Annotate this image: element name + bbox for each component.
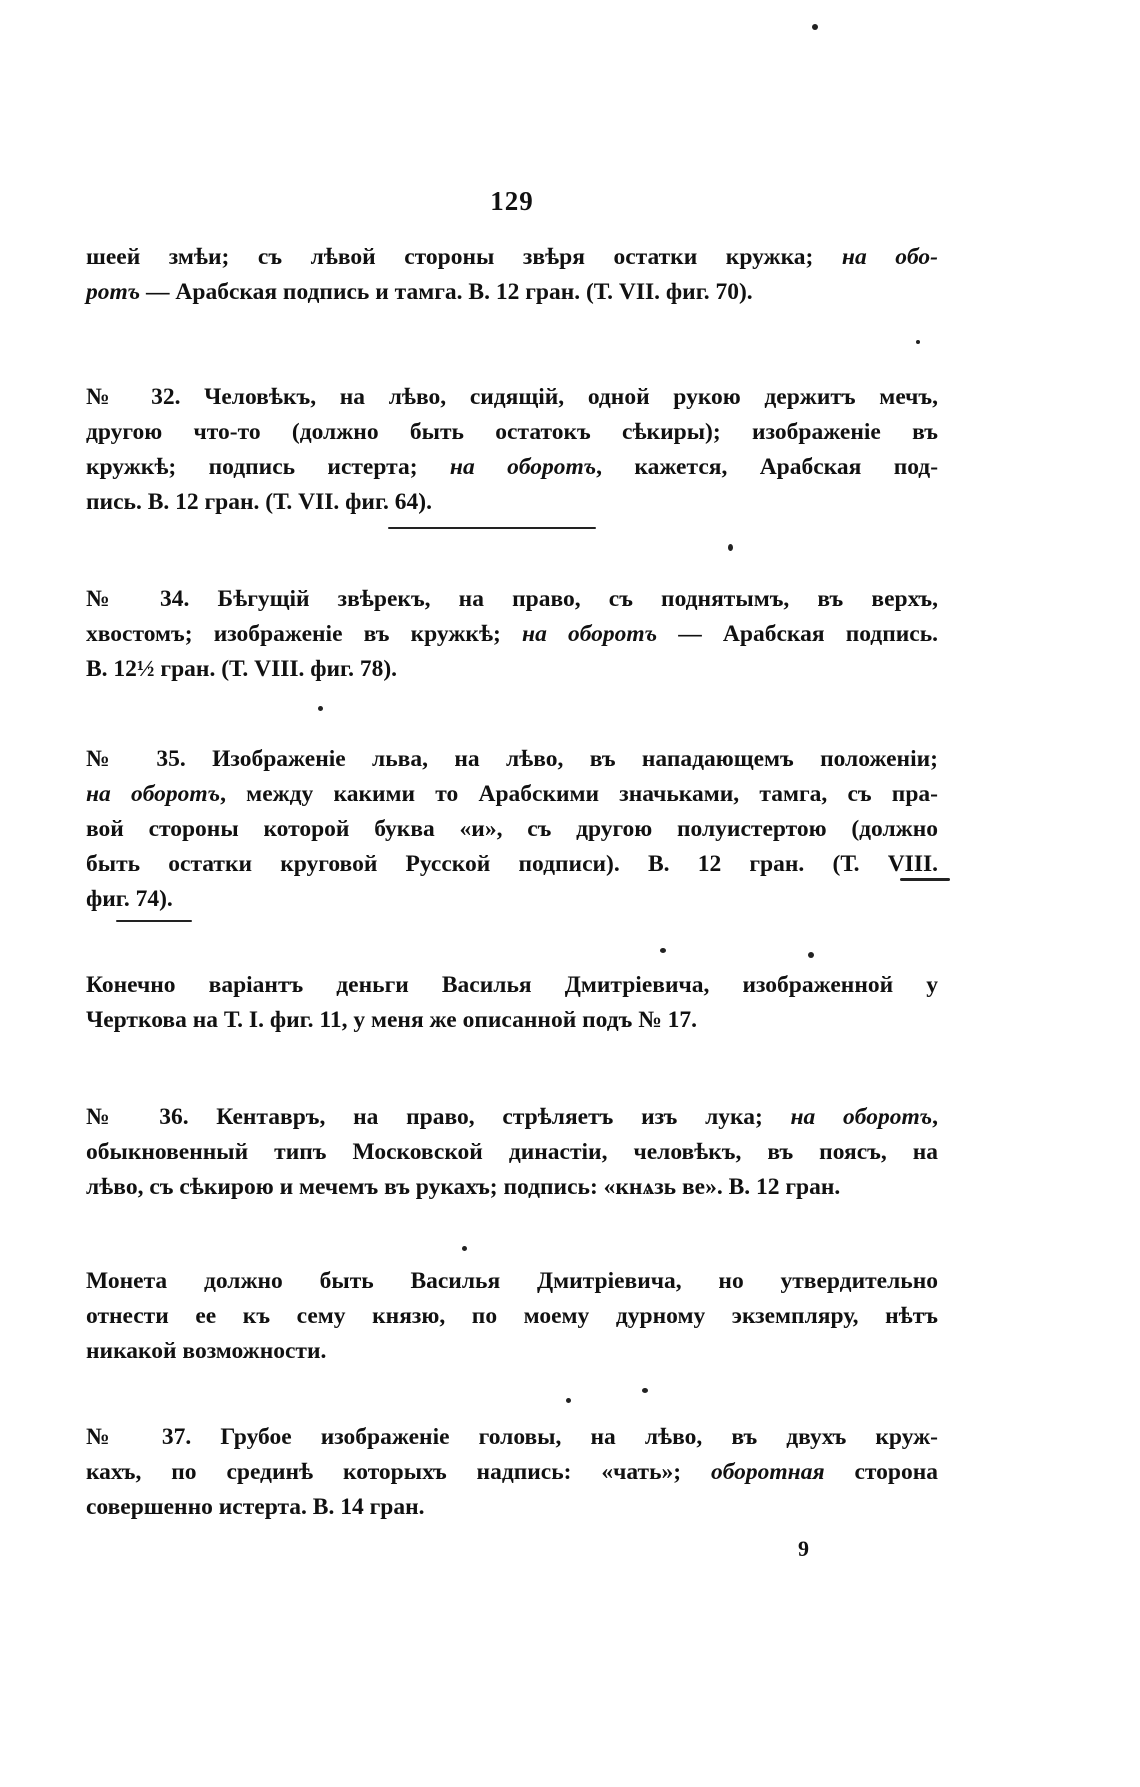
text-run: — Арабская подпись. xyxy=(657,621,939,647)
italic-text: на оборотъ xyxy=(522,621,658,647)
text-run: № 35. Изображеніе льва, на лѣво, въ нападающемъ положеніи; xyxy=(86,746,938,772)
text-line xyxy=(86,485,938,520)
text-run: пись. В. 12 гран. (Т. VII. фиг. 64). xyxy=(86,489,432,515)
text-run: фиг. 74). xyxy=(86,886,173,912)
text-line xyxy=(86,240,938,275)
sheet-signature: 9 xyxy=(798,1536,809,1561)
paragraph-note-attribution xyxy=(86,1264,938,1369)
text-run: шеей змѣи; съ лѣвой стороны звѣря остатки кружка; xyxy=(86,244,842,270)
text-run: № 36. Кентавръ, на право, стрѣляетъ изъ лука; xyxy=(86,1104,791,1130)
text-line xyxy=(86,275,938,310)
text-run: , кажется, Арабская под- xyxy=(596,454,939,480)
paragraph-coin-36 xyxy=(86,1100,938,1205)
paragraph-coin-37 xyxy=(86,1420,938,1525)
text-line xyxy=(86,1334,938,1369)
text-line xyxy=(86,968,938,1003)
text-line xyxy=(86,1490,938,1525)
text-line xyxy=(86,1135,938,1170)
text-run: — Арабская подпись и тамга. В. 12 гран. (Т. VII. фиг. 70). xyxy=(140,279,753,305)
text-run: хвостомъ; изображеніе въ кружкѣ; xyxy=(86,621,523,647)
text-run: отнести ее къ сему князю, по моему дурному экземпляру, нѣтъ xyxy=(86,1303,938,1329)
pen-underline-mark xyxy=(116,920,192,922)
pen-underline-mark xyxy=(900,878,950,881)
paragraph-note-variant xyxy=(86,968,938,1038)
text-line xyxy=(86,812,938,847)
text-run: обыкновенный типъ Московской династіи, человѣкъ, въ поясъ, на xyxy=(86,1139,938,1165)
scan-speck xyxy=(728,544,733,551)
text-run: Черткова на Т. I. фиг. 11, у меня же описанной подъ № 17. xyxy=(86,1007,698,1033)
scan-speck xyxy=(916,340,920,344)
text-line xyxy=(86,1100,938,1135)
paragraph-coin-31-continuation xyxy=(86,240,938,310)
text-line xyxy=(86,1003,938,1038)
text-line xyxy=(86,1455,938,1490)
text-run: кружкѣ; подпись истерта; xyxy=(86,454,450,480)
text-run: вой стороны которой буква «и», съ другою полуистертою (должно xyxy=(86,816,938,842)
italic-text: на обо- xyxy=(841,244,938,270)
text-line xyxy=(86,742,938,777)
text-run: сторона xyxy=(824,1459,938,1485)
italic-text: ротъ xyxy=(86,279,141,305)
text-line xyxy=(86,380,938,415)
scan-speck xyxy=(642,1388,648,1393)
scan-speck xyxy=(660,948,666,953)
italic-text: на оборотъ xyxy=(790,1104,933,1130)
text-line xyxy=(86,1420,938,1455)
text-run: , между какими то Арабскими значьками, тамга, съ пра- xyxy=(220,781,938,807)
text-run: лѣво, съ сѣкирою и мечемъ въ рукахъ; подпись: «кнѧзь ве». В. 12 гран. xyxy=(86,1174,841,1200)
text-run: Монета должно быть Василья Дмитріевича, но утвердительно xyxy=(86,1268,938,1294)
text-line xyxy=(86,582,938,617)
text-run: , xyxy=(932,1104,938,1130)
page-number: 129 xyxy=(490,186,534,216)
scan-speck xyxy=(566,1398,571,1403)
text-line xyxy=(86,882,938,917)
text-line xyxy=(86,847,938,882)
text-line xyxy=(86,415,938,450)
text-run: другою что-то (должно быть остатокъ сѣкиры); изображеніе въ xyxy=(86,419,938,445)
text-run: № 37. Грубое изображеніе головы, на лѣво, въ двухъ круж- xyxy=(86,1424,938,1450)
paragraph-coin-35 xyxy=(86,742,938,917)
text-run: совершенно истерта. В. 14 гран. xyxy=(86,1494,425,1520)
text-run: кахъ, по срединѣ которыхъ надпись: «чать»; xyxy=(86,1459,711,1485)
text-run: Конечно варіантъ деньги Василья Дмитріевича, изображенной у xyxy=(86,972,938,998)
text-line xyxy=(86,1264,938,1299)
text-line xyxy=(86,777,938,812)
paragraph-coin-34 xyxy=(86,582,938,687)
scan-speck xyxy=(318,706,323,711)
italic-text: оборотная xyxy=(710,1459,825,1485)
scan-speck xyxy=(462,1246,467,1251)
text-run: никакой возможности. xyxy=(86,1338,327,1364)
text-line xyxy=(86,1170,938,1205)
text-line xyxy=(86,617,938,652)
text-run: быть остатки круговой Русской подписи). В. 12 гран. (Т. VIII. xyxy=(86,851,938,877)
text-run: № 34. Бѣгущій звѣрекъ, на право, съ поднятымъ, въ верхъ, xyxy=(86,586,938,612)
text-line xyxy=(86,1299,938,1334)
text-line xyxy=(86,652,938,687)
scan-speck xyxy=(808,952,814,958)
italic-text: на оборотъ xyxy=(86,781,221,807)
text-run: № 32. Человѣкъ, на лѣво, сидящій, одной рукою держитъ мечъ, xyxy=(86,384,938,410)
text-line xyxy=(86,450,938,485)
text-run: В. 12½ гран. (Т. VIII. фиг. 78). xyxy=(86,656,398,682)
scan-speck xyxy=(812,24,818,30)
pen-underline-mark xyxy=(388,527,596,529)
paragraph-coin-32 xyxy=(86,380,938,520)
italic-text: на оборотъ xyxy=(449,454,597,480)
